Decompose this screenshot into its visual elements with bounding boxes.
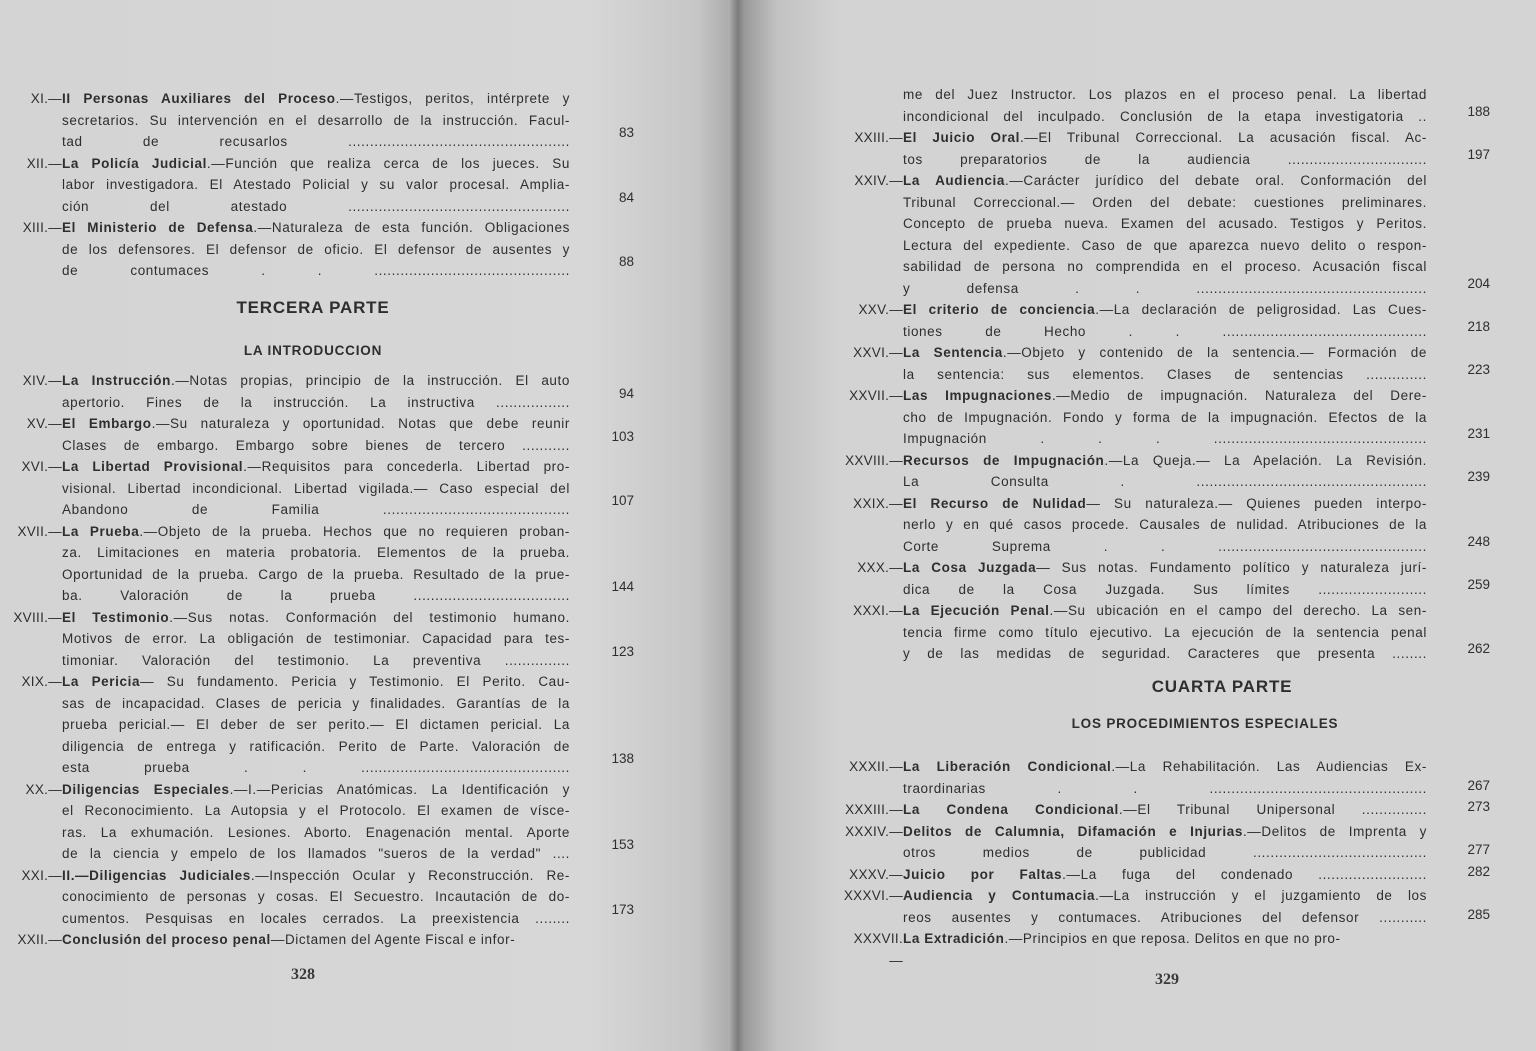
entry-line — [62, 456, 570, 478]
page-reference: 197 — [1467, 146, 1490, 162]
entry-line — [903, 471, 1427, 493]
entry-heading: Conclusión del proceso penal — [62, 932, 271, 947]
entry-text: prueba pericial.— El deber de ser perito.— El dictamen pericial. La — [62, 717, 570, 732]
entry-text: .—Función que realiza cerca de los jueces. Su — [206, 155, 570, 171]
entry-text: cho de Impugnación. Fondo y forma de la impugnación. Efectos de la — [903, 409, 1427, 425]
entry-heading: El Testimonio — [62, 609, 170, 625]
entry-text: .—Testigos, peritos, intérprete y — [335, 91, 570, 106]
entry-line — [903, 778, 1427, 800]
entry-line — [903, 256, 1427, 278]
chapter-number: XVIII.— — [13, 609, 62, 625]
entry-text: .—Principios en que reposa. Delitos en que no pro- — [1004, 931, 1341, 946]
entry-line — [62, 260, 570, 282]
entry-line — [903, 514, 1427, 536]
chapter-number: XIII.— — [22, 220, 62, 235]
entry-text: .—Naturaleza de esta función. Obligaciones — [253, 220, 570, 235]
entry-line — [903, 557, 1427, 579]
entry-line — [903, 235, 1427, 257]
entry-text: .—La instrucción y el juzgamiento de los — [1095, 888, 1427, 903]
entry-heading: Las Impugnaciones — [903, 388, 1052, 403]
page-reference: 248 — [1467, 533, 1490, 549]
page-reference: 173 — [611, 901, 634, 917]
entry-line — [903, 213, 1427, 235]
entry-heading: La Cosa Juzgada — [903, 560, 1037, 575]
page-reference: 231 — [1467, 426, 1490, 441]
entry-line — [903, 127, 1427, 149]
entry-heading: La Pericia — [62, 674, 141, 689]
entry-line — [903, 536, 1427, 558]
entry-line — [62, 217, 570, 239]
entry-line — [62, 757, 570, 779]
page-reference: 107 — [611, 493, 634, 508]
entry-text: .—El Tribunal Unipersonal ............... — [1118, 802, 1427, 817]
entry-text: Oportunidad de la prueba. Cargo de la prueba. Resultado de la prue- — [62, 566, 570, 582]
entry-line — [62, 693, 570, 715]
entry-line — [62, 413, 570, 435]
entry-line — [903, 821, 1427, 843]
entry-line — [903, 149, 1427, 171]
page-reference: 88 — [618, 254, 634, 269]
page-reference: 123 — [611, 643, 634, 659]
entry-line — [62, 628, 570, 650]
entry-text: visional. Libertad incondicional. Libertad vigilada.— Caso especial del — [62, 480, 570, 496]
entry-text: .—Objeto y contenido de la sentencia.— Formación de — [1002, 345, 1427, 360]
entry-heading: El Embargo — [62, 416, 152, 431]
entry-text: tad de recusarlos ................................................... — [62, 134, 570, 149]
entry-line — [62, 779, 570, 801]
entry-text: conocimiento de personas y cosas. El Secuestro. Incautación de do- — [62, 889, 570, 904]
page-reference: 282 — [1467, 863, 1490, 879]
entry-text: Motivos de error. La obligación de testimoniar. Capacidad para tes- — [62, 631, 570, 646]
left-page — [0, 0, 735, 1051]
entry-line — [903, 192, 1427, 214]
entry-line — [903, 799, 1427, 821]
chapter-number: XXII.— — [17, 932, 62, 947]
entry-text: de los defensores. El defensor de oficio. El defensor de ausentes y — [62, 241, 570, 257]
entry-text: .—Carácter jurídico del debate oral. Conformación del — [1004, 173, 1427, 188]
entry-text: — Su naturaleza.— Quienes pueden interpo- — [1086, 495, 1427, 511]
entry-text: ras. La exhumación. Lesiones. Aborto. Enagenación mental. Aporte — [62, 824, 570, 840]
chapter-number: XXXV.— — [849, 866, 903, 882]
entry-text: traordinarias . . .................................................. — [903, 780, 1427, 796]
entry-line — [903, 364, 1427, 386]
entry-text: Clases de embargo. Embargo sobre bienes de tercero ........... — [62, 437, 570, 453]
chapter-number: XI.— — [30, 91, 62, 106]
entry-line — [62, 736, 570, 758]
right-page — [745, 0, 1536, 1051]
entry-line — [62, 564, 570, 586]
entry-line — [903, 299, 1427, 321]
entry-line — [62, 929, 570, 951]
chapter-number: XXXVI.— — [843, 888, 903, 903]
entry-line — [903, 756, 1427, 778]
entry-line — [903, 170, 1427, 192]
chapter-number: XXXIII.— — [845, 802, 903, 817]
entry-line — [62, 174, 570, 196]
chapter-number: XIX.— — [21, 674, 62, 689]
entry-line — [62, 650, 570, 672]
entry-heading: II.—Diligencias Judiciales — [62, 867, 251, 883]
entry-text: de contumaces . . ............................................. — [62, 263, 570, 278]
entry-line — [62, 585, 570, 607]
entry-heading: II Personas Auxiliares del Proceso — [62, 91, 336, 106]
entry-line — [903, 278, 1427, 300]
entry-text: Concepto de prueba nueva. Examen del acusado. Testigos y Peritos. — [903, 216, 1427, 231]
entry-heading: La Liberación Condicional — [903, 759, 1112, 774]
entry-text: tencia firme como título ejecutivo. La ejecución de la sentencia penal — [903, 624, 1427, 640]
entry-text: .—Notas propias, principio de la instrucción. El auto — [170, 373, 570, 388]
entry-line — [903, 321, 1427, 343]
entry-text: .—Objeto de la prueba. Hechos que no requieren proban- — [139, 523, 570, 539]
chapter-number: XX.— — [25, 781, 62, 797]
entry-line — [62, 392, 570, 414]
entry-text: .—La fuga del condenado ......................... — [1062, 866, 1427, 882]
entry-text: sabilidad de persona no comprendida en el proceso. Acusación fiscal — [903, 259, 1427, 274]
entry-line — [62, 478, 570, 500]
entry-text: y de las medidas de seguridad. Caracteres que presenta ........ — [903, 646, 1427, 661]
entry-line — [903, 579, 1427, 601]
entry-line — [62, 865, 570, 887]
entry-line — [62, 822, 570, 844]
entry-text: y defensa . . ..................................................... — [903, 280, 1427, 296]
entry-heading: Diligencias Especiales — [62, 781, 230, 797]
page-reference: 204 — [1467, 275, 1490, 291]
entry-text: labor investigadora. El Atestado Policial y su valor procesal. Amplia- — [62, 177, 570, 192]
entry-line — [903, 428, 1427, 450]
entry-line — [903, 84, 1427, 106]
entry-text: ba. Valoración de la prueba .................................... — [62, 588, 570, 603]
page-reference: 273 — [1467, 799, 1490, 814]
entry-text: Tribunal Correccional.— Orden del debate: cuestiones preliminares. — [903, 194, 1427, 210]
entry-line — [62, 435, 570, 457]
entry-heading: La Audiencia — [903, 173, 1005, 188]
chapter-number: XXXII.— — [849, 759, 903, 774]
entry-text: Corte Suprema . . ................................................ — [903, 538, 1427, 554]
entry-text: cumentos. Pesquisas en locales cerrados. La preexistencia ........ — [62, 910, 570, 926]
entry-heading: Delitos de Calumnia, Difamación e Injurias — [903, 823, 1243, 839]
entry-line — [62, 370, 570, 392]
entry-heading: La Instrucción — [62, 373, 171, 388]
page-reference: 239 — [1467, 469, 1490, 484]
entry-heading: La Condena Condicional — [903, 802, 1119, 817]
entry-line — [62, 88, 570, 110]
chapter-number: XXXVII.— — [853, 931, 903, 968]
entry-line — [62, 843, 570, 865]
page-reference: 218 — [1467, 318, 1490, 334]
entry-text: .—Medio de impugnación. Naturaleza del Dere- — [1051, 388, 1427, 403]
entry-text: tiones de Hecho . . ............................................... — [903, 323, 1427, 339]
entry-text: .—Su naturaleza y oportunidad. Notas que debe reunir — [151, 416, 570, 431]
page-reference: 138 — [611, 751, 634, 766]
section-subtitle: LA INTRODUCCION — [243, 343, 383, 358]
entry-line — [903, 643, 1427, 665]
entry-line — [903, 928, 1427, 950]
entry-line — [903, 842, 1427, 864]
chapter-number: XXIII.— — [854, 130, 903, 145]
chapter-number: XXVIII.— — [845, 452, 903, 468]
entry-text: La Consulta . ..................................................... — [903, 474, 1427, 489]
entry-heading: La Extradición — [903, 931, 1005, 946]
entry-text: .—La Queja.— La Apelación. La Revisión. — [1104, 452, 1427, 468]
entry-text: Impugnación . . . ................................................. — [903, 431, 1427, 446]
entry-line — [62, 196, 570, 218]
page-reference: 277 — [1467, 842, 1490, 857]
entry-text: —Dictamen del Agente Fiscal e infor- — [270, 932, 516, 947]
entry-line — [903, 407, 1427, 429]
entry-text: secretarios. Su intervención en el desarrollo de la instrucción. Facul- — [62, 112, 570, 128]
entry-text: za. Limitaciones en materia probatoria. Elementos de la prueba. — [62, 545, 570, 560]
entry-text: .—I.—Pericias Anatómicas. La Identificación y — [229, 781, 571, 797]
entry-text: .—Delitos de Imprenta y — [1242, 823, 1427, 839]
entry-text: me del Juez Instructor. Los plazos en el proceso penal. La libertad — [903, 87, 1427, 102]
entry-text: Abandono de Familia ........................................... — [62, 502, 570, 517]
entry-heading: La Sentencia — [903, 345, 1003, 360]
entry-line — [62, 521, 570, 543]
entry-line — [903, 450, 1427, 472]
chapter-number: XXIX.— — [853, 495, 903, 511]
page-reference: 144 — [611, 579, 634, 594]
entry-text: .—El Tribunal Correccional. La acusación fiscal. Ac- — [1019, 130, 1427, 145]
page-reference: 83 — [618, 125, 634, 140]
page-reference: 285 — [1467, 906, 1490, 922]
page-reference: 259 — [1467, 576, 1490, 592]
entry-line — [62, 110, 570, 132]
entry-text: diligencia de entrega y ratificación. Perito de Parte. Valoración de — [62, 738, 570, 754]
entry-line — [903, 885, 1427, 907]
page-number: 328 — [291, 966, 315, 983]
chapter-number: XVII.— — [17, 523, 62, 539]
section-title: TERCERA PARTE — [236, 298, 390, 317]
entry-heading: El criterio de conciencia — [903, 302, 1096, 317]
entry-line — [62, 131, 570, 153]
page-reference: 94 — [618, 385, 634, 401]
entry-line — [62, 499, 570, 521]
entry-heading: El Ministerio de Defensa — [62, 220, 254, 235]
entry-text: sas de incapacidad. Clases de pericia y finalidades. Garantías de la — [62, 695, 570, 711]
entry-heading: La Policía Judicial — [62, 155, 207, 171]
entry-line — [903, 385, 1427, 407]
page-reference: 153 — [611, 837, 634, 852]
page-reference: 103 — [611, 428, 634, 444]
entry-text: — Sus notas. Fundamento político y naturaleza jurí- — [1036, 560, 1427, 575]
entry-line — [62, 800, 570, 822]
page-reference: 267 — [1467, 777, 1490, 793]
entry-heading: El Juicio Oral — [903, 130, 1020, 145]
section-subtitle: LOS PROCEDIMIENTOS ESPECIALES — [1071, 716, 1339, 731]
entry-heading: Audiencia y Contumacia — [903, 888, 1096, 903]
page-reference: 223 — [1467, 361, 1490, 377]
entry-line — [903, 907, 1427, 929]
entry-line — [903, 622, 1427, 644]
chapter-number: XIV.— — [22, 373, 62, 388]
entry-text: dica de la Cosa Juzgada. Sus límites ......................... — [903, 581, 1427, 597]
entry-text: nerlo y en qué casos procede. Causales de nulidad. Atribuciones de la — [903, 517, 1427, 532]
chapter-number: XXI.— — [21, 867, 62, 883]
entry-line — [62, 886, 570, 908]
chapter-number: XXX.— — [857, 560, 903, 575]
entry-heading: Recursos de Impugnación — [903, 452, 1105, 468]
entry-text: .—Sus notas. Conformación del testimonio humano. — [169, 609, 570, 625]
entry-line — [62, 671, 570, 693]
section-title: CUARTA PARTE — [1151, 677, 1293, 696]
entry-line — [62, 153, 570, 175]
chapter-number: XXVII.— — [849, 388, 903, 403]
page-number: 329 — [1155, 971, 1179, 988]
entry-text: — Su fundamento. Pericia y Testimonio. El Perito. Cau- — [140, 674, 570, 689]
chapter-number: XXVI.— — [853, 345, 903, 360]
chapter-number: XXXIV.— — [845, 823, 903, 839]
chapter-number: XV.— — [26, 416, 62, 431]
entry-line — [903, 342, 1427, 364]
entry-heading: La Ejecución Penal — [903, 603, 1050, 618]
chapter-number: XXIV.— — [854, 173, 903, 188]
entry-text: .—Requisitos para concederla. Libertad pro- — [243, 459, 570, 474]
entry-line — [62, 542, 570, 564]
page-reference: 84 — [618, 189, 634, 205]
entry-text: timoniar. Valoración del testimonio. La preventiva ............... — [62, 652, 570, 668]
entry-text: esta prueba . . ................................................ — [62, 760, 570, 775]
entry-heading: La Libertad Provisional — [62, 459, 244, 474]
entry-line — [903, 106, 1427, 128]
entry-text: .—La Rehabilitación. Las Audiencias Ex- — [1111, 759, 1427, 774]
page-reference: 262 — [1467, 641, 1490, 656]
entry-line — [62, 714, 570, 736]
entry-text: ción del atestado ................................................... — [62, 198, 570, 214]
entry-line — [903, 864, 1427, 886]
entry-heading: El Recurso de Nulidad — [903, 495, 1087, 511]
entry-text: incondicional del inculpado. Conclusión de la etapa investigatoria .. — [903, 108, 1427, 124]
entry-text: de la ciencia y empelo de los llamados "sueros de la verdad" .... — [62, 846, 570, 861]
entry-line — [62, 607, 570, 629]
entry-text: Lectura del expediente. Caso de que aparezca nuevo delito o respon- — [903, 237, 1427, 253]
entry-line — [62, 239, 570, 261]
chapter-number: XXXI.— — [853, 603, 903, 618]
chapter-number: XII.— — [26, 155, 62, 171]
entry-heading: Juicio por Faltas — [903, 866, 1063, 882]
page-reference: 188 — [1467, 103, 1490, 119]
entry-text: el Reconocimiento. La Autopsia y el Protocolo. El examen de vísce- — [62, 803, 570, 818]
entry-text: .—Su ubicación en el campo del derecho. La sen- — [1049, 603, 1427, 618]
entry-line — [62, 908, 570, 930]
entry-line — [903, 493, 1427, 515]
entry-heading: La Prueba — [62, 523, 140, 539]
entry-text: la sentencia: sus elementos. Clases de sentencias .............. — [903, 366, 1427, 382]
chapter-number: XXV.— — [858, 302, 903, 317]
entry-text: .—La declaración de peligrosidad. Las Cues- — [1095, 302, 1427, 317]
entry-text: apertorio. Fines de la instrucción. La instructiva ................. — [62, 394, 570, 410]
entry-text: reos ausentes y contumaces. Atribuciones del defensor ........... — [903, 909, 1427, 925]
chapter-number: XVI.— — [21, 459, 62, 474]
entry-text: tos preparatorios de la audiencia ................................ — [903, 151, 1427, 167]
entry-text: otros medios de publicidad ........................................ — [903, 845, 1427, 860]
entry-line — [903, 600, 1427, 622]
entry-text: .—Inspección Ocular y Reconstrucción. Re- — [250, 867, 570, 883]
